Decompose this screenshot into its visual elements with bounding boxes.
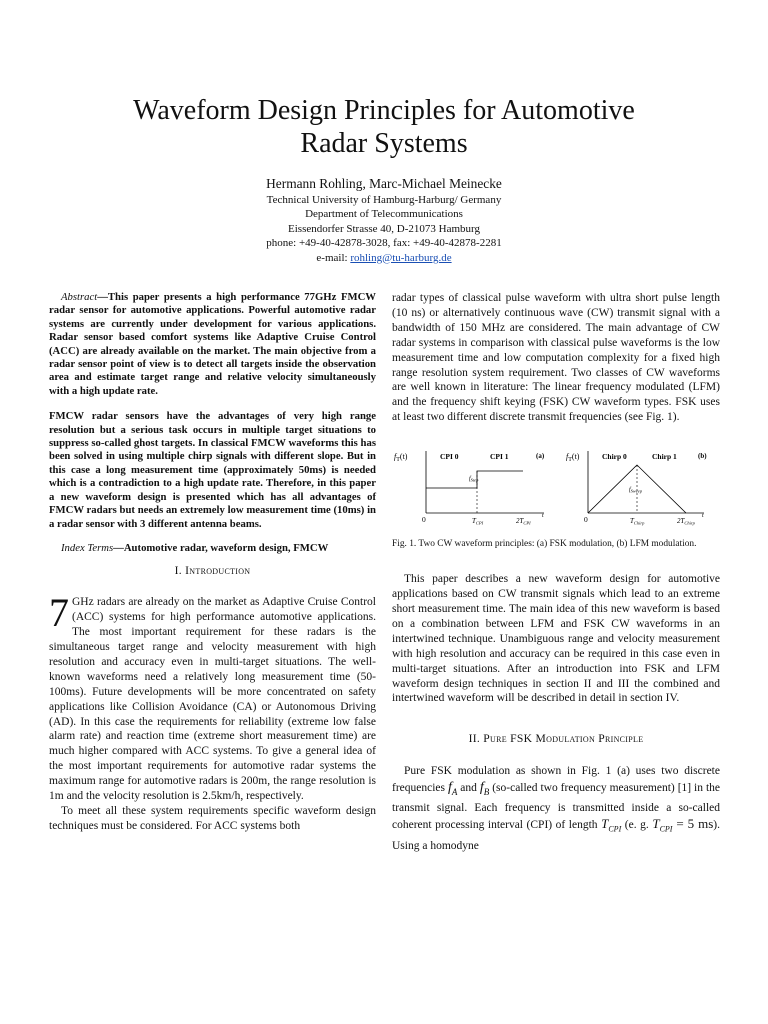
section-2-heading: II. Pure FSK Modulation Principle bbox=[468, 732, 644, 746]
fig-b-chirp1: Chirp 1 bbox=[652, 452, 677, 462]
fig-b-tag: (b) bbox=[698, 452, 707, 461]
math-T2: T bbox=[652, 816, 660, 832]
figure-1b bbox=[566, 451, 707, 526]
abstract-label: Abstract bbox=[61, 291, 98, 303]
fig-a-origin: 0 bbox=[422, 515, 426, 525]
intro-paragraph-1 bbox=[49, 590, 376, 804]
math-fA-f: f bbox=[447, 779, 452, 795]
affiliation-line: Eissendorfer Strasse 40, D-21073 Hamburg bbox=[288, 222, 480, 235]
title-line-1: Waveform Design Principles for Automotive bbox=[133, 95, 635, 126]
abstract bbox=[49, 291, 376, 398]
intro-paragraph-2: To meet all these system requirements specific waveform design techniques must be considered. For ACC systems both bbox=[49, 805, 376, 832]
authors: Hermann Rohling, Marc-Michael Meinecke bbox=[266, 176, 502, 191]
sec2-eg: (e. g. bbox=[621, 819, 653, 832]
fig-b-chirp0: Chirp 0 bbox=[602, 452, 627, 462]
affiliation-line: Department of Telecommunications bbox=[305, 208, 463, 221]
fig-b-fsweep: $f_{Sweep}$ bbox=[629, 487, 643, 494]
math-fB-sub: B bbox=[483, 786, 490, 797]
index-terms-label: Index Terms bbox=[61, 541, 114, 554]
sec2-and: and bbox=[457, 781, 480, 794]
affiliation-line: Technical University of Hamburg-Harburg/ Germany bbox=[266, 194, 502, 206]
sec2-text-a: Pure FSK modulation as shown in Fig. 1 (a) uses two discrete frequencies bbox=[392, 765, 720, 794]
title-line-2: Radar Systems bbox=[300, 128, 468, 159]
figure-1a bbox=[394, 451, 545, 526]
math-T2-sub: CPI bbox=[659, 824, 673, 834]
math-Tcpi-eq bbox=[652, 816, 714, 834]
fig-a-tag: (a) bbox=[536, 452, 545, 461]
right-paragraph-1: radar types of classical pulse waveform with ultra short pulse length (10 ns) or alternatively continuous wave (CW) transmit signal with a bandwidth of 150 MHz are considered. The main advantage of CW radar systems in comparison with classical pulse waveforms is the low measurement time and low computation complexity for a fixed high range resolution system requirement. Two classes of CW waveforms are well known in literature: The linear frequency modulated (LFM) and the frequency shift keying (FSK) CW waveform types. FSK uses at least two different discrete transmit frequencies (see Fig. 1). bbox=[392, 292, 720, 424]
intro-paragraph-1-text: GHz radars are already on the market as Adaptive Cruise Control (ACC) systems for high performance automotive applications. The most important requirement for these radars is the simultaneous target range and velocity measurement with high resolution and accuracy even in multi-target situations. The well-known waveforms need a relatively long measurement time (50-100ms). Future developments will be more concentrated on safety applications like Collision Avoidance (CA) or Autonomous Driving (AD). In this case the requirements for reliability (extreme low false alarm rate) and reaction time (extreme short measurement time) are much higher compared with ACC systems. To give a general idea of the most important requirements for automotive radar systems the maximum range for automotive radars is 200m, the range resolution is 1m and the velocity resolution is 2.5km/h, respectively. bbox=[49, 596, 376, 803]
math-T: T bbox=[601, 816, 609, 832]
math-T-sub: CPI bbox=[608, 824, 622, 834]
sec2-text-c: ). Using a homodyne bbox=[392, 819, 720, 853]
fig-a-tcpi: $T_{CPI}$ bbox=[472, 517, 484, 526]
fig-a-ylabel: $f_T(t)$ bbox=[394, 452, 408, 464]
paper-title bbox=[84, 94, 684, 160]
section-1-heading: I. Introduction bbox=[174, 564, 251, 578]
section-2-paragraph-1 bbox=[392, 763, 720, 854]
fig-a-t: t bbox=[542, 513, 544, 520]
math-eq: = 5 ms bbox=[672, 816, 714, 832]
right-paragraph-2: This paper describes a new waveform design for automotive applications based on CW transmit signals which lead to an extreme short measurement time. The main idea of this new waveform is based on a combination between LFM and FSK CW waveforms in an intertwined technique. Unambiguous range and velocity measurement with high resolution and accuracy can be required in this case even in multi-target situations. After an introduction into FSK and LFM waveform design techniques in section II and III the combined and intertwined waveform will be described in detail in section IV. bbox=[392, 573, 720, 705]
fig-a-cpi1: CPI 1 bbox=[490, 452, 509, 462]
fig-b-2tchirp: $2T_{Chirp}$ bbox=[677, 517, 695, 526]
affiliation-line: phone: +49-40-42878-3028, fax: +49-40-42878-2281 bbox=[266, 237, 502, 250]
sec2-text-b: (so-called two frequency measurement) [1] in the transmit signal. Each frequency is transmitted inside a so-called coherent processing interval (CPI) of length bbox=[392, 781, 720, 832]
fig-a-2tcpi: $2T_{CPI}$ bbox=[516, 517, 531, 526]
fig-b-tchirp: $T_{Chirp}$ bbox=[630, 517, 645, 526]
fig-a-cpi0: CPI 0 bbox=[440, 452, 459, 462]
math-Tcpi bbox=[601, 816, 622, 834]
figure-1-svg bbox=[392, 447, 720, 539]
abstract-text: —This paper presents a high performance 77GHz FMCW radar sensor for automotive applications. Powerful automotive radar systems are currently under development for various applications. Radar sensor based comfort systems like Adaptive Cruise Control (ACC) are already available on the market. The main objective from a radar sensor point of view is to detect all targets inside the observation area and estimate target range and relative velocity simultaneously with a high update rate. bbox=[49, 291, 376, 397]
math-fB-f: f bbox=[479, 779, 484, 795]
math-fB bbox=[480, 780, 489, 795]
fig-b-ylabel: $f_T(t)$ bbox=[566, 452, 580, 464]
fig-b-origin: 0 bbox=[584, 515, 588, 525]
email-line bbox=[84, 251, 684, 265]
affiliation-block bbox=[84, 193, 684, 265]
drop-cap: 7 bbox=[49, 590, 69, 636]
math-fA-sub: A bbox=[451, 786, 458, 797]
math-fA bbox=[448, 780, 457, 795]
index-terms-text: —Automotive radar, waveform design, FMCW bbox=[113, 541, 329, 554]
figure-1 bbox=[392, 447, 720, 539]
email-label: e-mail: bbox=[316, 251, 351, 264]
fig-b-t: t bbox=[702, 513, 704, 520]
index-terms bbox=[49, 542, 376, 555]
email-link[interactable]: rohling@tu-harburg.de bbox=[350, 251, 452, 264]
fig-a-fstep: $f_{Step}$ bbox=[469, 476, 479, 483]
abstract-paragraph-2: FMCW radar sensors have the advantages of very high range resolution but a serious task occurs in multiple target situations to suppress so-called ghost targets. In classical FMCW waveforms this has been solved in using multiple chirp signals with different slope. But in this case a long measurement time (approximately 50ms) is needed which is a contradiction to a high update rate. Therefore, in this paper a new waveform design is presented which has all advantages of FMCW radars but needs an extremely low measurement time (10ms) in a radar sensor with 3 different antenna beams. bbox=[49, 410, 376, 530]
left-column bbox=[49, 291, 376, 834]
right-column bbox=[392, 291, 720, 855]
figure-1-caption: Fig. 1. Two CW waveform principles: (a) FSK modulation, (b) LFM modulation. bbox=[392, 539, 697, 550]
